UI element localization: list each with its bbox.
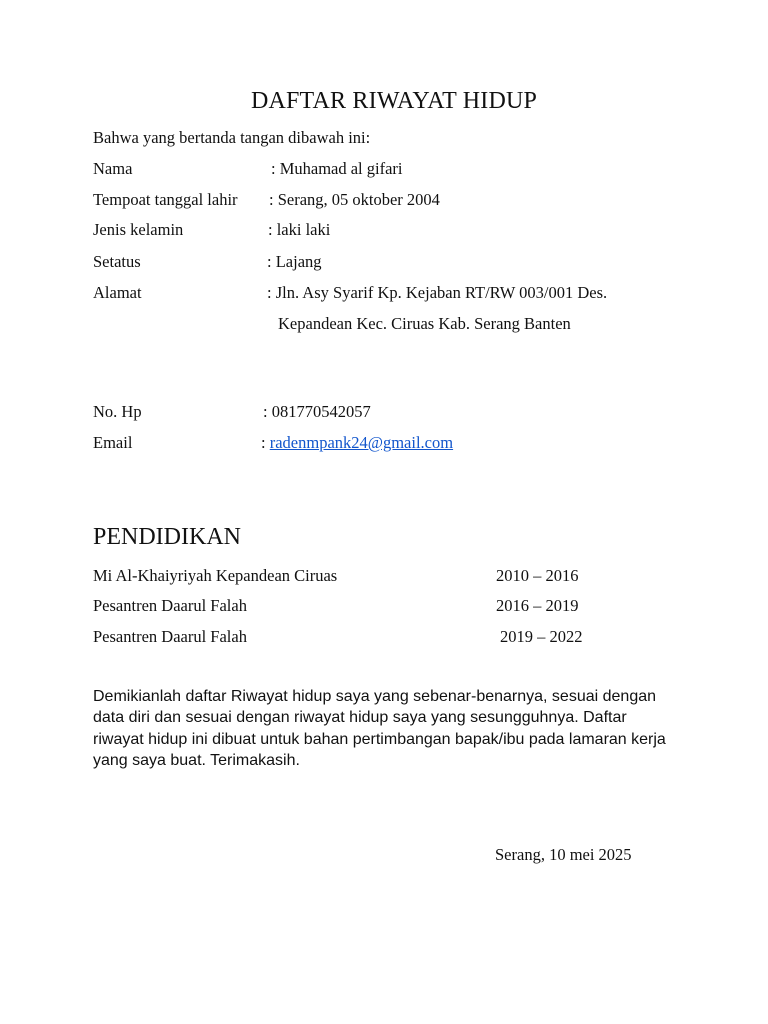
field-label-phone: No. Hp bbox=[93, 402, 142, 421]
field-value-gender: : laki laki bbox=[268, 220, 331, 239]
education-years-3: 2019 – 2022 bbox=[500, 627, 583, 646]
field-label-gender: Jenis kelamin bbox=[93, 220, 184, 239]
education-school-1: Mi Al-Khaiyriyah Kepandean Ciruas bbox=[93, 566, 338, 585]
closing-paragraph: Demikianlah daftar Riwayat hidup saya yang sebenar-benarnya, sesuai dengan data diri dan sesuai dengan riwayat hidup saya yang sesungguhnya. Daftar riwayat hidup ini dibuat untuk bahan pertimbangan bapak/ibu pada lamaran kerja yang saya buat. Terimakasih. bbox=[93, 688, 666, 769]
field-value-name: : Muhamad al gifari bbox=[271, 159, 403, 178]
education-school-3: Pesantren Daarul Falah bbox=[93, 627, 247, 646]
education-school-2: Pesantren Daarul Falah bbox=[93, 596, 247, 615]
intro-text: Bahwa yang bertanda tangan dibawah ini: bbox=[93, 128, 371, 147]
education-years-2: 2016 – 2019 bbox=[496, 596, 579, 615]
field-label-birth: Tempoat tanggal lahir bbox=[93, 190, 238, 209]
signature-place-date: Serang, 10 mei 2025 bbox=[495, 845, 632, 864]
education-years-1: 2010 – 2016 bbox=[496, 566, 579, 585]
education-heading: PENDIDIKAN bbox=[93, 524, 241, 550]
field-label-address: Alamat bbox=[93, 283, 142, 302]
document-title: DAFTAR RIWAYAT HIDUP bbox=[250, 88, 538, 114]
field-value-phone: : 081770542057 bbox=[263, 402, 371, 421]
field-value-email bbox=[261, 433, 453, 453]
email-link[interactable]: radenmpank24@gmail.com bbox=[269, 433, 454, 452]
email-colon: : bbox=[261, 433, 266, 452]
field-value-address: : Jln. Asy Syarif Kp. Kejaban RT/RW 003/001 Des. bbox=[267, 283, 608, 302]
field-value-address-continuation: Kepandean Kec. Ciruas Kab. Serang Banten bbox=[278, 314, 571, 333]
field-value-birth: : Serang, 05 oktober 2004 bbox=[269, 190, 440, 209]
field-label-name: Nama bbox=[93, 159, 133, 178]
field-value-status: : Lajang bbox=[267, 252, 322, 271]
field-label-status: Setatus bbox=[93, 252, 141, 271]
field-label-email: Email bbox=[93, 433, 133, 452]
